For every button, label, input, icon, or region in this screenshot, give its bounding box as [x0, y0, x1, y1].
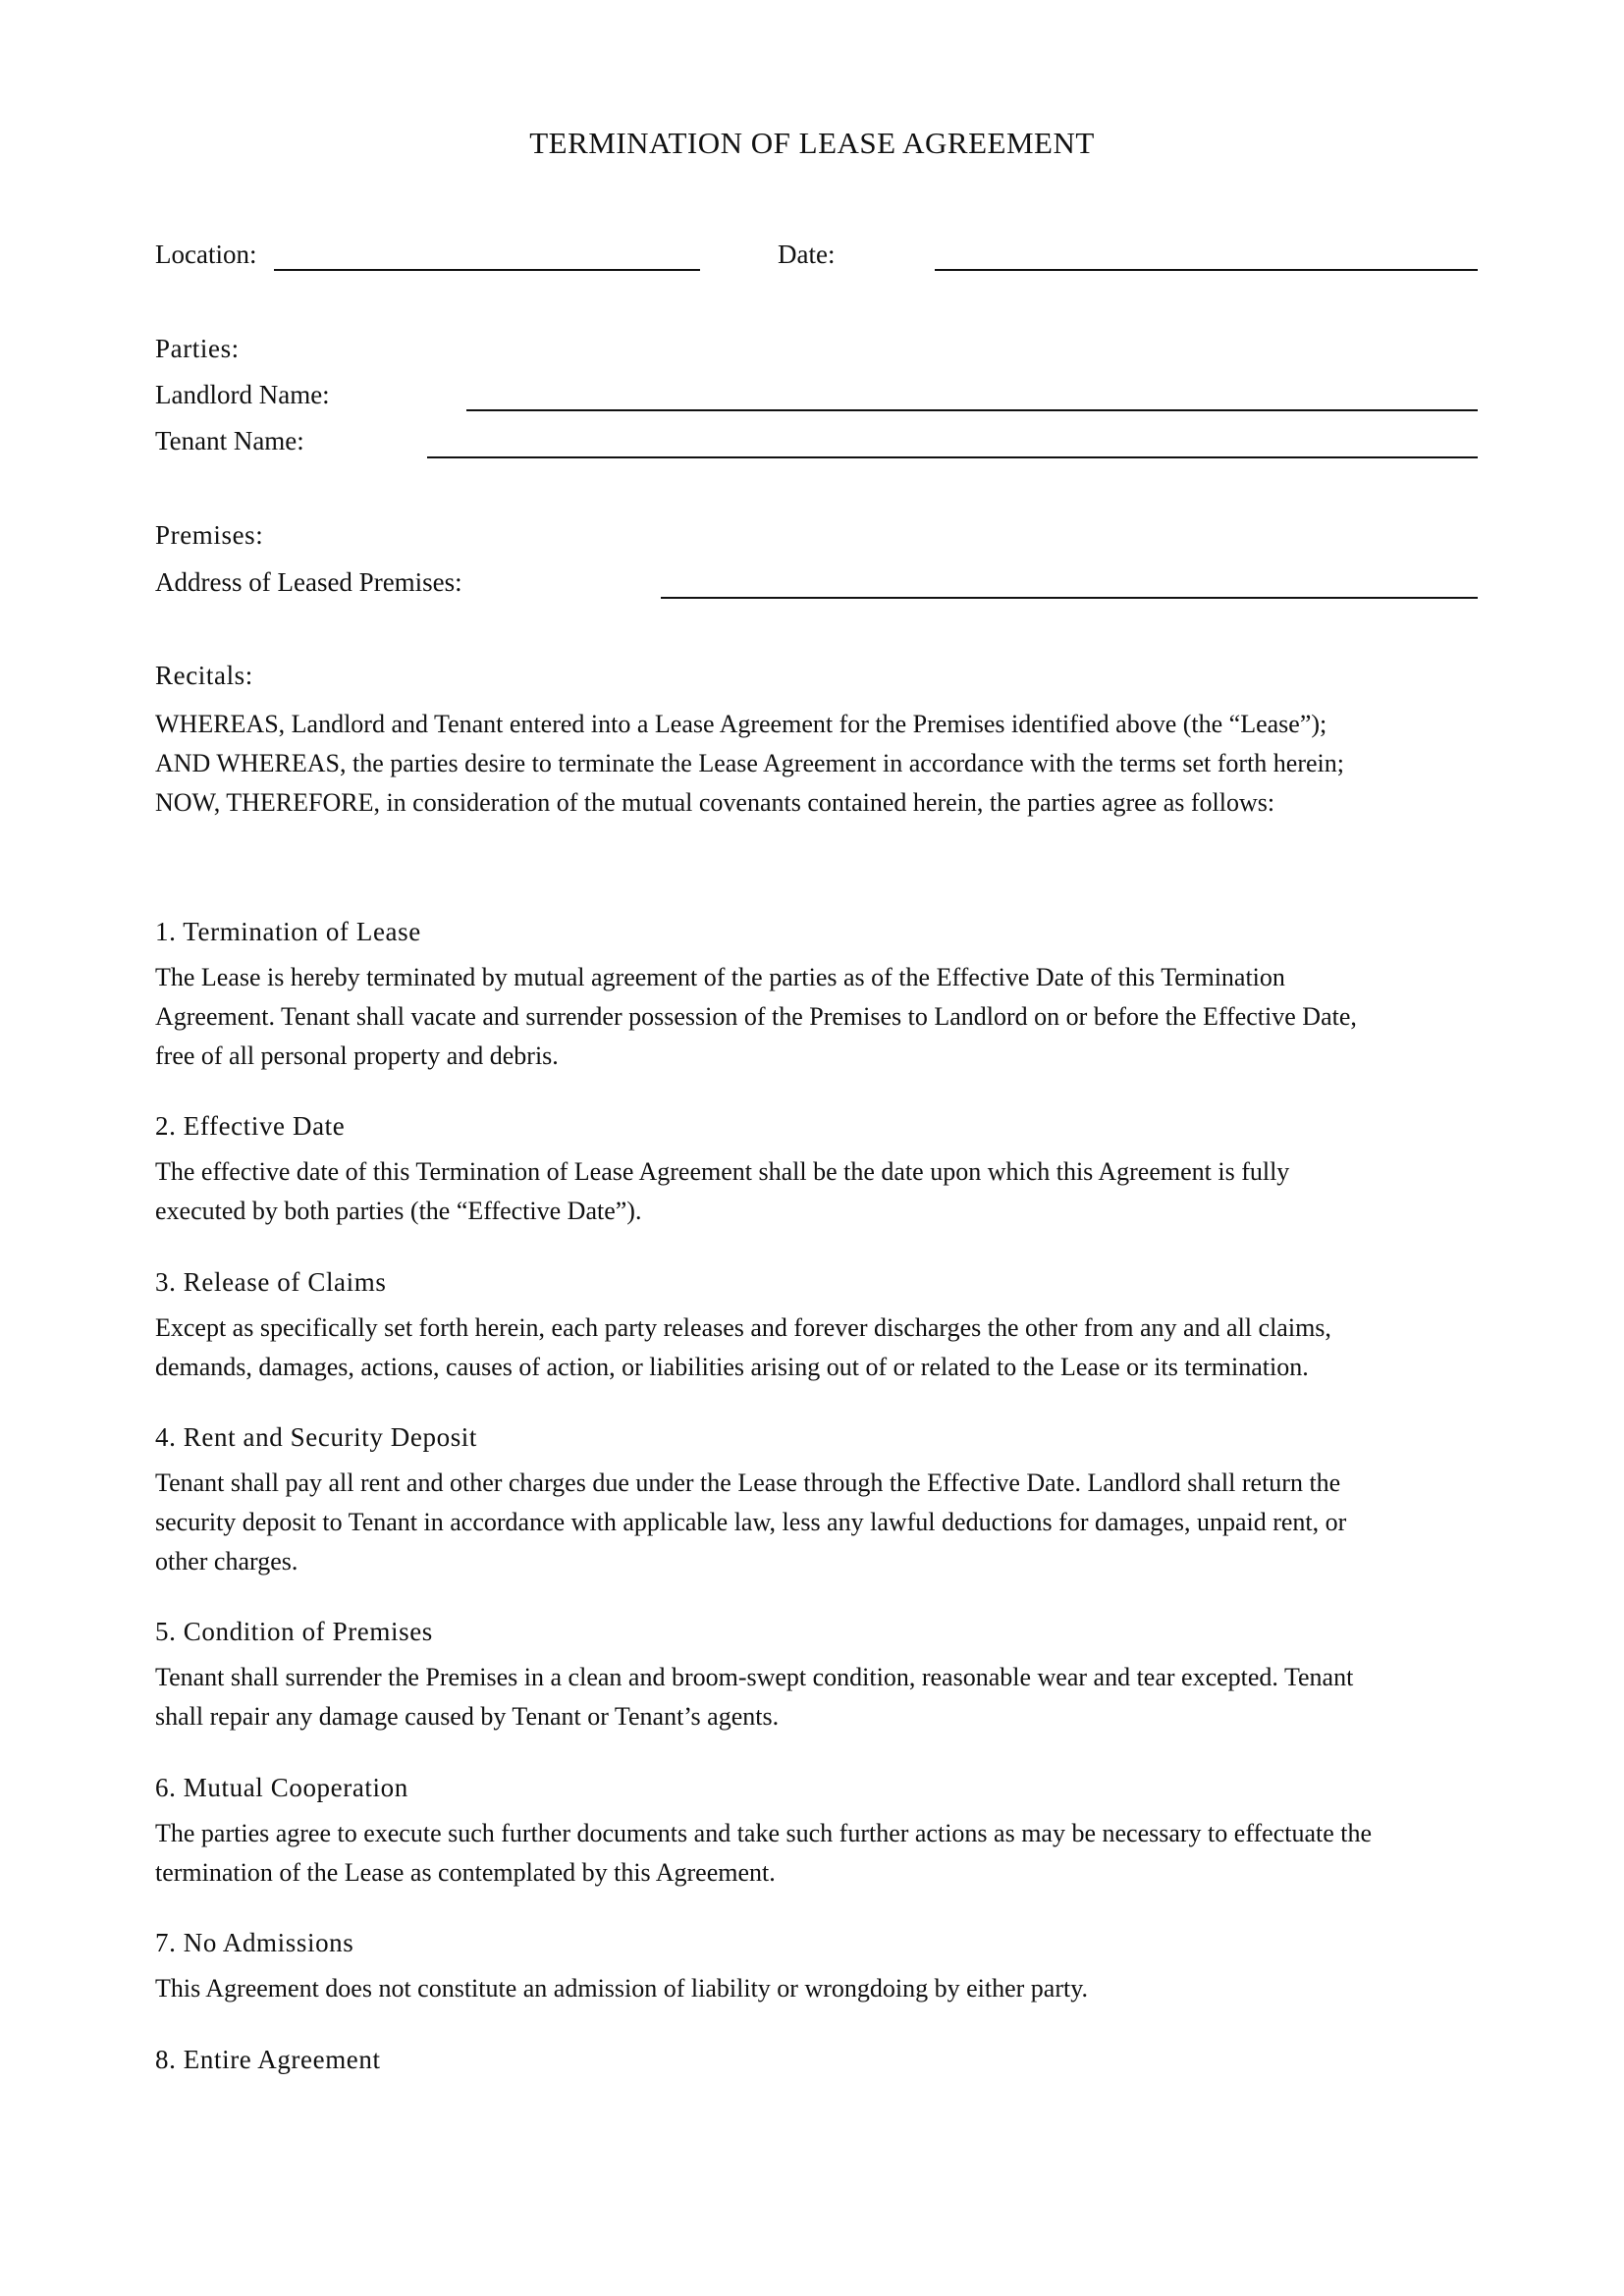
location-label: Location: [155, 240, 257, 269]
section-body-no-admissions [155, 1969, 1490, 2008]
section-line: The effective date of this Termination of Lease Agreement shall be the date upon which this Agreement is fully [155, 1157, 1290, 1186]
section-heading-effective-date: 2. Effective Date [155, 1111, 346, 1141]
location-field[interactable] [274, 269, 700, 271]
section-heading-no-admissions: 7. No Admissions [155, 1928, 354, 1957]
section-line: security deposit to Tenant in accordance with applicable law, less any lawful deductions for damages, unpaid rent, or [155, 1508, 1347, 1536]
section-heading-entire-agreement: 8. Entire Agreement [155, 2045, 381, 2074]
section-heading-termination: 1. Termination of Lease [155, 917, 421, 946]
date-field[interactable] [935, 269, 1478, 271]
section-line: Tenant shall surrender the Premises in a clean and broom-swept condition, reasonable wear and tear excepted. Tenant [155, 1663, 1354, 1691]
address-label: Address of Leased Premises: [155, 567, 462, 597]
section-body-condition [155, 1658, 1490, 1736]
landlord-name-field[interactable] [466, 409, 1478, 411]
section-body-cooperation [155, 1814, 1490, 1893]
section-line: This Agreement does not constitute an admission of liability or wrongdoing by either party. [155, 1974, 1089, 2002]
section-heading-rent-deposit: 4. Rent and Security Deposit [155, 1422, 477, 1452]
recital-line: NOW, THEREFORE, in consideration of the mutual covenants contained herein, the parties agree as follows: [155, 788, 1275, 817]
section-body-rent-deposit [155, 1464, 1490, 1581]
section-line: other charges. [155, 1547, 298, 1575]
section-line: termination of the Lease as contemplated by this Agreement. [155, 1858, 776, 1887]
section-heading-condition: 5. Condition of Premises [155, 1617, 433, 1646]
tenant-name-label: Tenant Name: [155, 426, 304, 455]
recital-line: WHEREAS, Landlord and Tenant entered into a Lease Agreement for the Premises identified above (the “Lease”); [155, 710, 1327, 738]
recitals-text [155, 705, 1490, 823]
parties-heading: Parties: [155, 334, 240, 363]
address-field[interactable] [661, 597, 1478, 599]
section-line: Agreement. Tenant shall vacate and surrender possession of the Premises to Landlord on or before the Effective Date, [155, 1002, 1357, 1031]
section-body-effective-date [155, 1152, 1490, 1231]
section-line: The Lease is hereby terminated by mutual agreement of the parties as of the Effective Date of this Termination [155, 963, 1285, 991]
tenant-name-field[interactable] [427, 456, 1478, 458]
document-title: TERMINATION OF LEASE AGREEMENT [529, 126, 1095, 160]
recitals-heading: Recitals: [155, 661, 253, 690]
section-line: free of all personal property and debris. [155, 1041, 559, 1070]
premises-heading: Premises: [155, 520, 264, 550]
landlord-name-label: Landlord Name: [155, 380, 330, 409]
section-body-release-of-claims [155, 1308, 1490, 1387]
section-line: The parties agree to execute such further documents and take such further actions as may be necessary to effectuate the [155, 1819, 1373, 1847]
date-label: Date: [778, 240, 836, 269]
section-line: executed by both parties (the “Effective Date”). [155, 1197, 642, 1225]
section-line: demands, damages, actions, causes of action, or liabilities arising out of or related to the Lease or its termination. [155, 1353, 1309, 1381]
section-line: shall repair any damage caused by Tenant or Tenant’s agents. [155, 1702, 780, 1731]
section-line: Tenant shall pay all rent and other charges due under the Lease through the Effective Date. Landlord shall return the [155, 1468, 1341, 1497]
section-line: Except as specifically set forth herein, each party releases and forever discharges the other from any and all claims, [155, 1313, 1331, 1342]
section-body-termination [155, 958, 1490, 1076]
section-heading-cooperation: 6. Mutual Cooperation [155, 1773, 408, 1802]
recital-line: AND WHEREAS, the parties desire to terminate the Lease Agreement in accordance with the terms set forth herein; [155, 749, 1344, 777]
section-heading-release-of-claims: 3. Release of Claims [155, 1267, 387, 1297]
